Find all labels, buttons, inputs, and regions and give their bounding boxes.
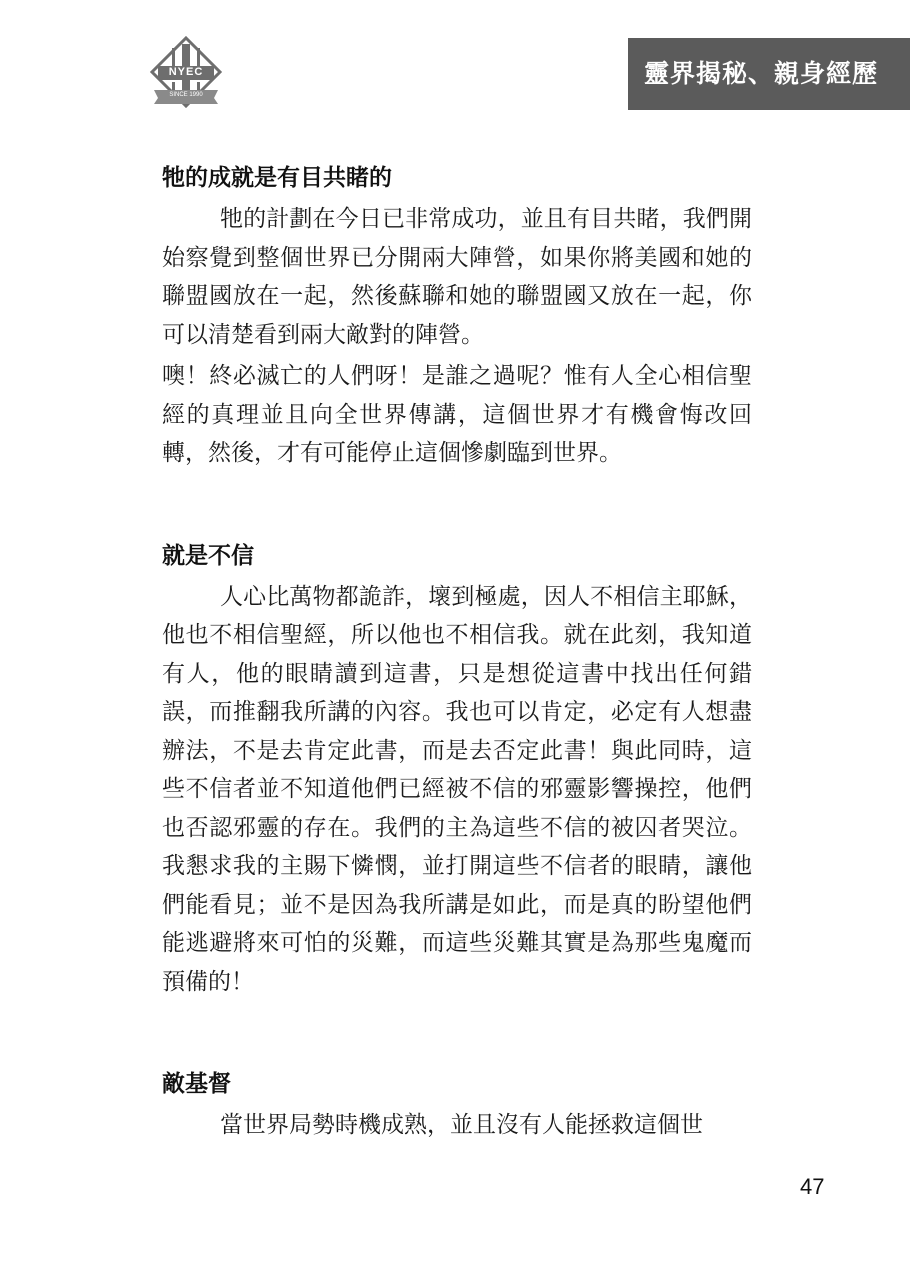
section-title-tab: 靈界揭秘、親身經歷 [628, 38, 910, 110]
paragraph: 牠的計劃在今日已非常成功，並且有目共睹，我們開始察覺到整個世界已分開兩大陣營，如果你將美國和她的聯盟國放在一起，然後蘇聯和她的聯盟國又放在一起，你可以清楚看到兩大敵對的陣營。 [162, 206, 752, 348]
section-antichrist [162, 1066, 752, 1145]
section-unbelief [162, 538, 752, 1002]
section-heading: 敵基督 [162, 1071, 231, 1097]
page-number: 47 [800, 1174, 825, 1199]
logo-text: NYEC [168, 66, 204, 78]
logo-since-text: SINCE 1990 [169, 92, 203, 98]
section-heading: 牠的成就是有目共睹的 [162, 165, 392, 191]
paragraph: 噢！終必滅亡的人們呀！是誰之過呢？惟有人全心相信聖經的真理並且向全世界傳講，這個世界才有機會悔改回轉，然後，才有可能停止這個慘劇臨到世界。 [162, 363, 752, 466]
section-heading: 就是不信 [162, 542, 254, 569]
paragraph: 當世界局勢時機成熟，並且沒有人能拯救這個世 [220, 1112, 703, 1138]
paragraph: 人心比萬物都詭詐，壞到極處，因人不相信主耶穌，他也不相信聖經，所以他也不相信我。就在此刻，我知道有人，他的眼睛讀到這書，只是想從這書中找出任何錯誤，而推翻我所講的內容。我也可以肯定，必定有人想盡辦法，不是去肯定此書，而是去否定此書！與此同時，這些不信者並不知道他們已經被不信的邪靈影響操控，他們也否認邪靈的存在。我們的主為這些不信的被囚者哭泣。我懇求我的主賜下憐憫，並打開這些不信者的眼睛，讓他們能看見；並不是因為我所講是如此，而是真的盼望他們能逃避將來可怕的災難，而這些災難其實是為那些鬼魔而預備的！ [162, 583, 752, 995]
nyec-logo [146, 36, 226, 108]
page-content [162, 160, 752, 1145]
section-achievement [162, 160, 752, 473]
